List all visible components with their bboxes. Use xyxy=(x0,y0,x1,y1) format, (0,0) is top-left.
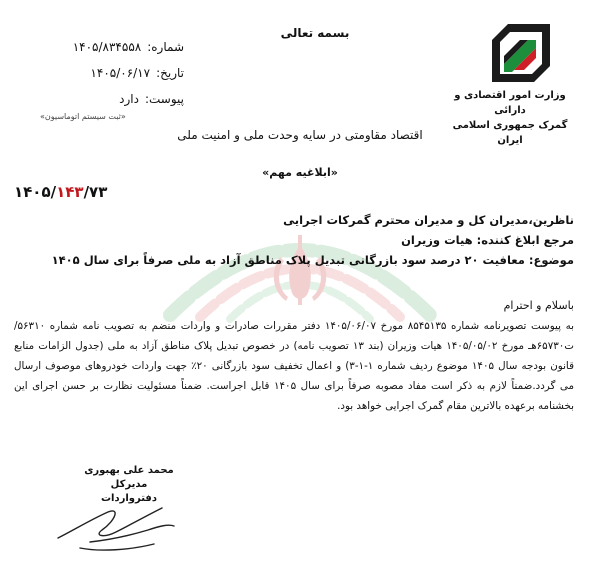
circular-number-part2: ۱۴۳ xyxy=(56,183,84,201)
circular-number-part3: /۷۳ xyxy=(83,183,108,201)
letter-body xyxy=(14,296,574,416)
letter-metadata xyxy=(34,34,184,126)
attachment-label: پیوست: xyxy=(144,92,184,106)
organization-name xyxy=(450,88,570,148)
recipients-line: ناظرین،مدیران کل و مدیران محترم گمرکات اجرایی xyxy=(283,213,574,227)
body-paragraph: به پیوست تصویرنامه شماره ۸۵۴۵۱۳۵ مورخ ۱۴۰۵/۰۶/۰۷ دفتر مقررات صادرات و واردات منضم به تصویب نامه شماره ۵۶۳۱۰/ت۶۵۷۳۰هـ مورخ ۱۴۰۵/۰۵/۰۲ هیات وزیران (بند ۱۳ تصویب نامه) در خصوص تبدیل پلاک مناطق آزاد به ملی (جدول الزامات منابع قانون بودجه سال ۱۴۰۵ موضوع ردیف شماره ۱-۱-۳) و اعمال تخفیف سود بازرگانی ۲۰٪ جهت واردات خودروهای موصوف ارسال می گردد.ضمناً لازم به ذکر است مفاد مصوبه صرفاً برای سال ۱۴۰۵ قابل اجراست. ضمناً مسئولیت نظارت بر حسن اجرای این بخشنامه برعهده بالاترین مقام گمرک اجرایی خواهد بود. xyxy=(14,320,574,412)
slogan: اقتصاد مقاومتی در سایه وحدت ملی و امنیت ملی xyxy=(177,128,423,142)
bismillah-heading: بسمه تعالی xyxy=(280,26,350,40)
authority-line: مرجع ابلاغ کننده: هیات وزیران xyxy=(401,233,574,247)
handwritten-signature xyxy=(50,490,180,560)
addressing-block xyxy=(14,210,574,270)
letter-number-value: ۱۴۰۵/۸۳۴۵۵۸ xyxy=(72,40,142,54)
letter-number-row xyxy=(34,34,184,60)
signer-title: مدیرکل دفترواردات xyxy=(101,479,157,504)
system-note: «ثبت سیستم اتوماسیون» xyxy=(40,112,126,121)
subject-line: موضوع: معافیت ۲۰ درصد سود بازرگانی تبدیل پلاک مناطق آزاد به ملی صرفاً برای سال ۱۴۰۵ xyxy=(51,253,574,267)
important-notice: «ابلاغیه مهم» xyxy=(262,166,338,179)
circular-number xyxy=(14,183,107,201)
ministry-name: وزارت امور اقتصادی و دارائی xyxy=(454,90,566,116)
customs-name: گمرک جمهوری اسلامی ایران xyxy=(452,120,568,146)
attachment-row xyxy=(34,86,184,112)
letter-date-row xyxy=(34,60,184,86)
letter-date-value: ۱۴۰۵/۰۶/۱۷ xyxy=(90,66,151,80)
greeting: باسلام و احترام xyxy=(503,299,574,312)
attachment-value: دارد xyxy=(119,92,139,106)
letter-number-label: شماره: xyxy=(147,40,184,54)
customs-emblem-icon xyxy=(490,22,552,84)
signer-name: محمد علی بهبوری xyxy=(84,465,174,476)
circular-number-part1: ۱۴۰۵/ xyxy=(14,183,57,201)
letter-date-label: تاریخ: xyxy=(156,66,184,80)
